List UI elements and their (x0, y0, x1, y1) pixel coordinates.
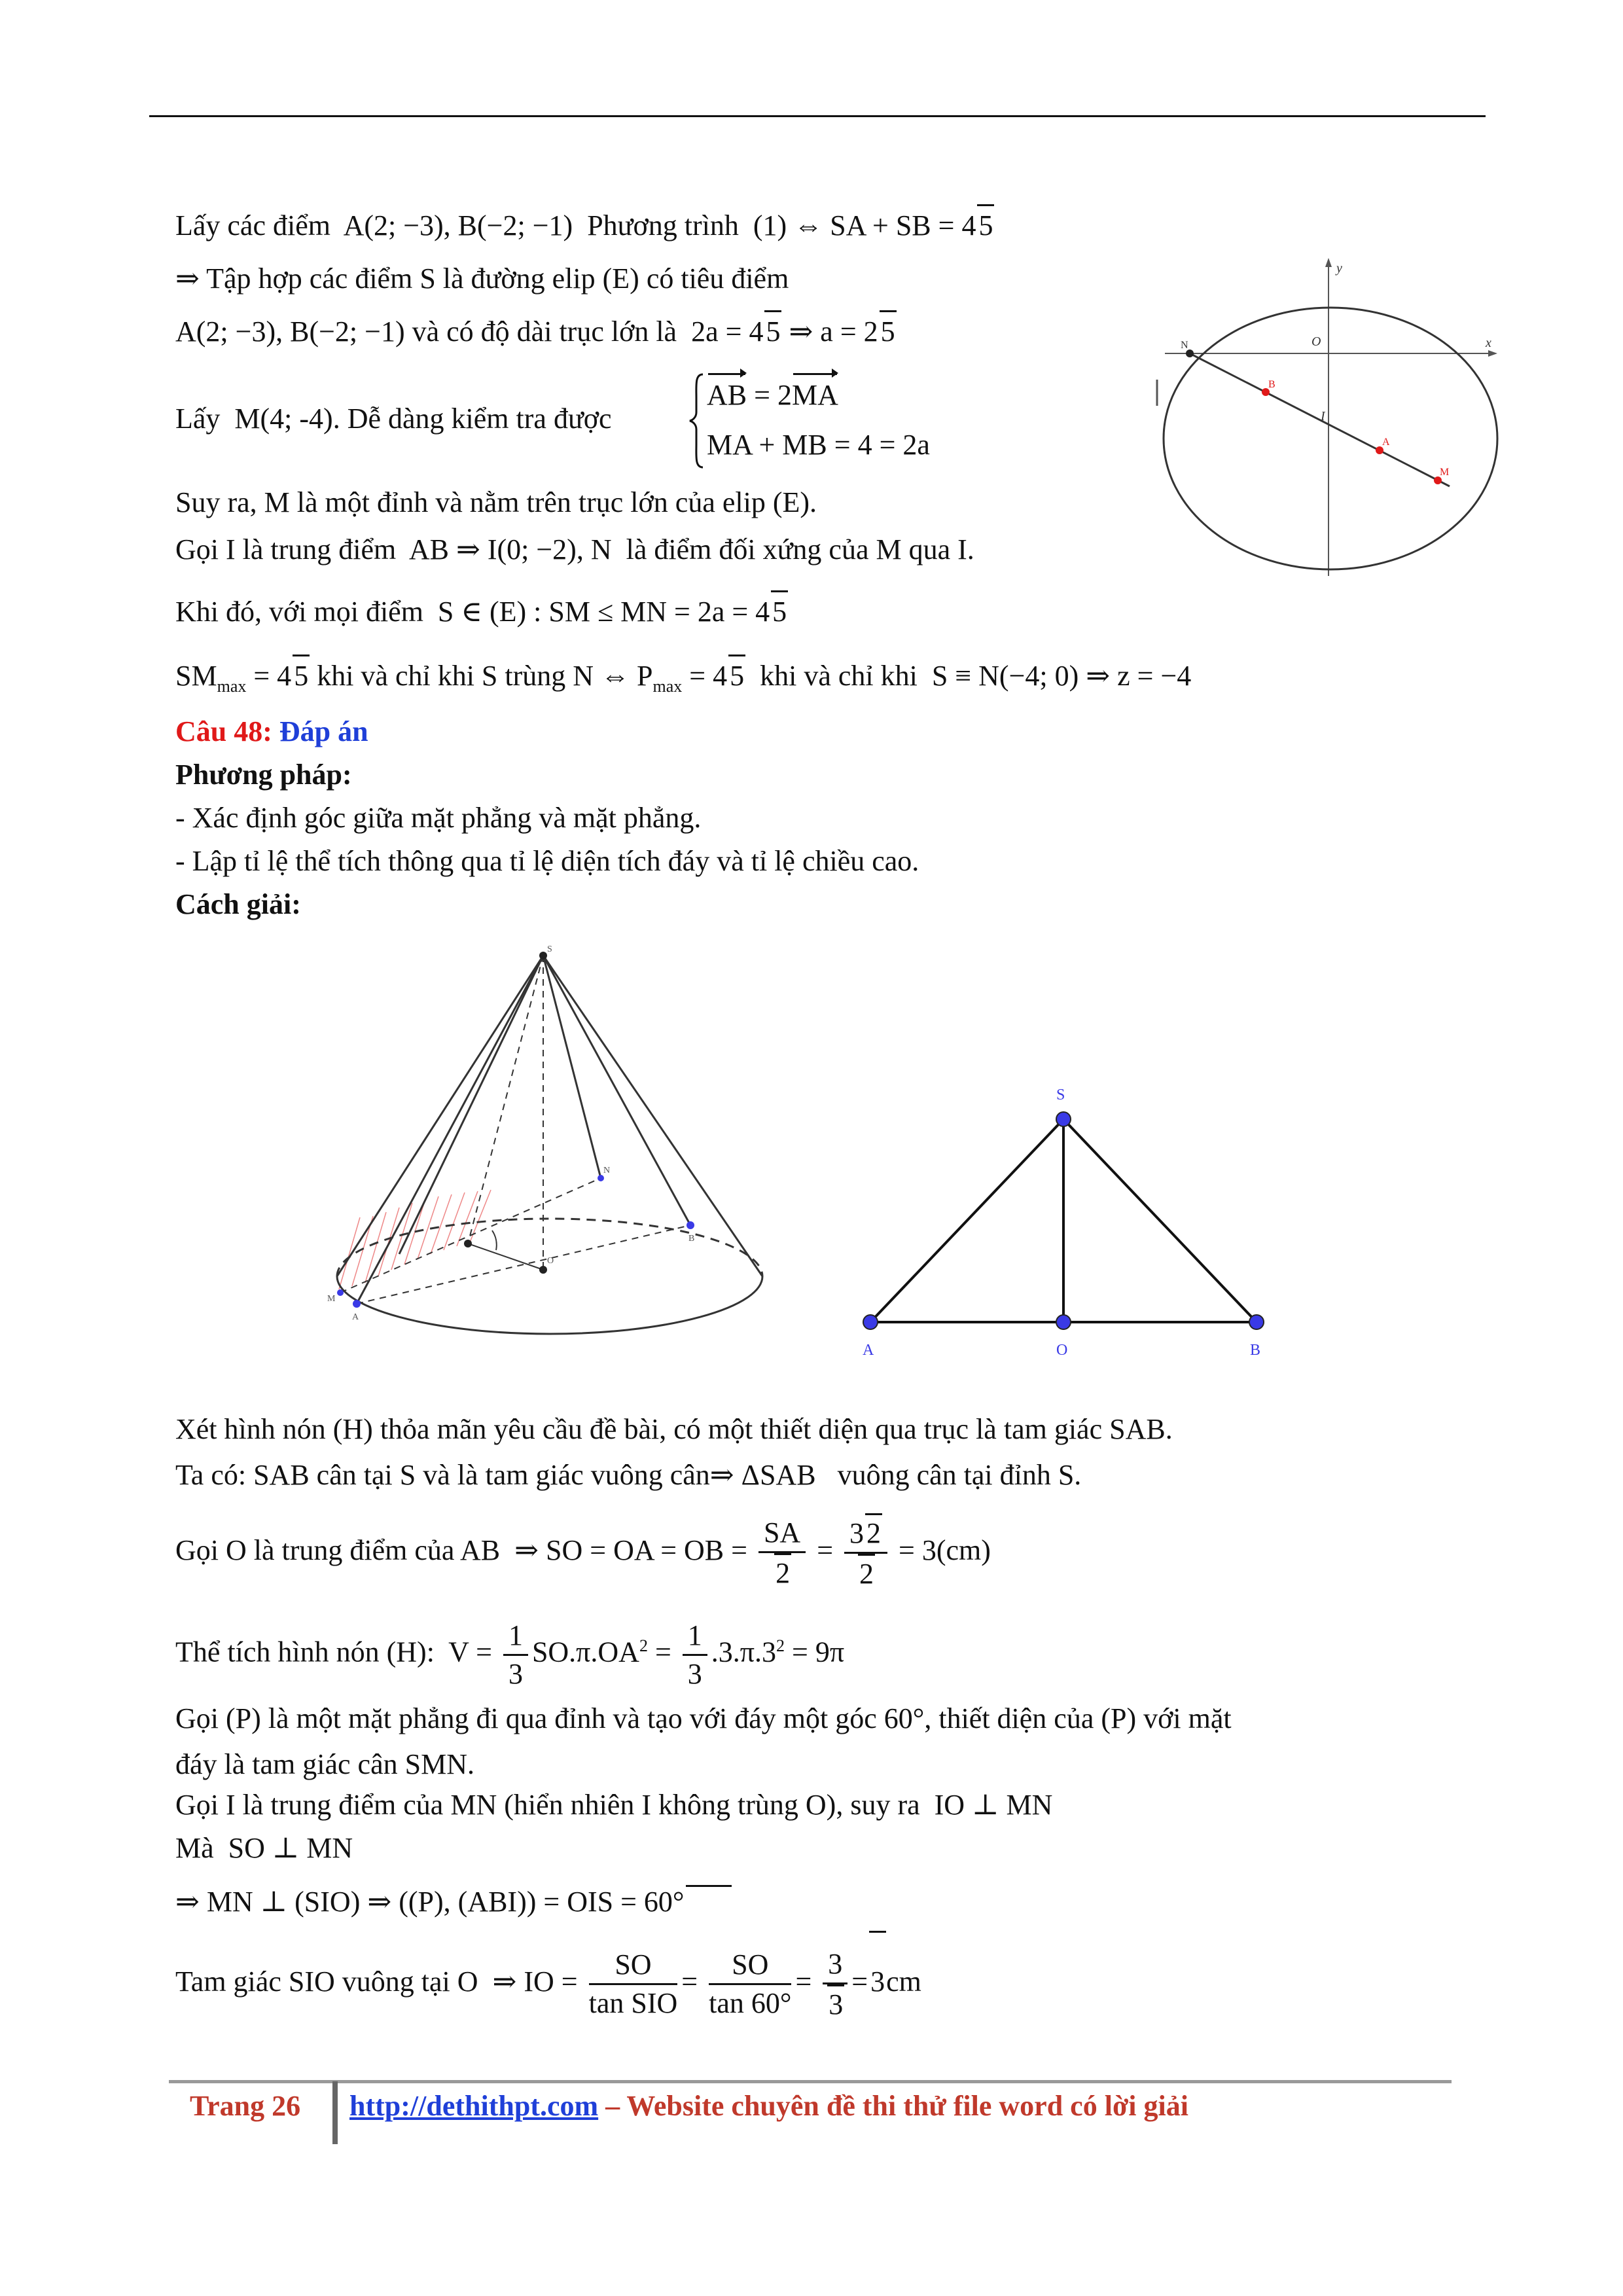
label-i: I (1321, 409, 1325, 423)
major-axis (1190, 353, 1450, 486)
sqrt (880, 310, 897, 351)
math: SO.π.OA (531, 1636, 639, 1668)
p2-line-8 (175, 1829, 353, 1868)
sqrt: 2 (774, 1553, 791, 1592)
text: Phương trình (587, 209, 739, 242)
label-s: S (547, 944, 552, 954)
math: SO ⊥ MN (228, 1832, 353, 1864)
text: Lấy (175, 403, 221, 435)
subscript: max (217, 676, 247, 696)
sqrt (771, 590, 788, 632)
header-rule (149, 115, 1486, 117)
side-sa (870, 1119, 1063, 1322)
ellipse-figure (1152, 249, 1518, 589)
system-brace (688, 372, 702, 467)
question-number: Câu 48: (175, 715, 272, 747)
numerator: 1 (683, 1617, 707, 1656)
answer-label: Đáp án (279, 715, 368, 747)
method-title: Phương pháp: (175, 759, 352, 791)
base-back (337, 1219, 762, 1276)
label-b: B (1268, 379, 1275, 390)
label-y: y (1336, 261, 1342, 276)
label-o: O (1056, 1342, 1068, 1359)
triangle-figure (838, 1073, 1296, 1361)
sqrt (728, 655, 745, 696)
brace-icon (688, 372, 708, 470)
sqrt: 3 (869, 1931, 886, 2031)
math: S ≡ N(−4; 0) ⇒ z = −4 (931, 660, 1192, 692)
sqrt-val: 5 (880, 315, 895, 348)
sqrt-val: 5 (766, 315, 781, 348)
p2-line-9: ⇒ MN ⊥ (SIO) ⇒ ((P), (ABI)) = OIS = 60° (175, 1886, 685, 1918)
point-b (1249, 1315, 1264, 1329)
sqrt-val: 5 (730, 660, 745, 692)
numerator: SO (709, 1946, 791, 1985)
numerator (844, 1513, 887, 1554)
sqrt-val: 5 (772, 596, 787, 628)
solution-title: Cách giải: (175, 888, 301, 920)
segment-io (468, 1244, 543, 1270)
p2-line-6: đáy là tam giác cân SMN. (175, 1748, 474, 1780)
method-2: - Lập tỉ lệ thể tích thông qua tỉ lệ diện tích đáy và tỉ lệ chiều cao. (175, 845, 919, 877)
math: ⇒ ΔSAB (709, 1459, 816, 1491)
sqrt: 3 (827, 1984, 844, 2023)
line-3 (175, 310, 897, 351)
math: S ∈ (E) : SM ≤ MN = 2a = 4 (437, 596, 770, 628)
line-6 (175, 530, 974, 569)
unit: cm (886, 1965, 921, 1998)
line-1 (175, 204, 994, 245)
numerator: SA (758, 1515, 806, 1553)
math: IO ⊥ MN (934, 1789, 1053, 1821)
footer-divider (332, 2081, 338, 2144)
text: và có độ dài trục lớn là (412, 315, 677, 348)
site-tagline: – Website chuyên đề thi thử file word có lời giải (605, 2090, 1188, 2122)
footer-rule (169, 2080, 1452, 2083)
p2-line-3: Gọi O là trung điểm của AB ⇒ SO = OA = OB = $\frac{SA}{2}$ = $\frac{32}{2}$ = 3(cm) (175, 1501, 991, 1600)
line-8 (175, 655, 1191, 706)
math: (1) ⇔ SA + SB = 4 (753, 209, 976, 242)
angle-arc (492, 1230, 497, 1250)
math: ⇒ a = 2 (789, 315, 878, 348)
label-a: A (352, 1312, 359, 1322)
math: AB ⇒ I(0; −2), N (408, 533, 612, 565)
edge-sn (543, 956, 601, 1178)
point-a (863, 1315, 878, 1329)
coef: 3 (849, 1517, 865, 1550)
sqrt (977, 204, 994, 245)
vector-ab: AB (707, 376, 747, 415)
label-s: S (1056, 1086, 1065, 1103)
line-2: ⇒ Tập hợp các điểm S là đường elip (E) có tiêu điểm (175, 262, 789, 295)
sqrt: 2 (865, 1513, 882, 1552)
y-arrow-icon (1325, 258, 1332, 267)
fraction (503, 1617, 528, 1693)
q48-heading (175, 712, 368, 751)
subscript: max (652, 676, 683, 696)
site-link[interactable]: http://dethithpt.com (349, 2090, 599, 2122)
line-7 (175, 590, 788, 632)
math: 2a = 4 (691, 315, 764, 348)
sqrt-val: 5 (978, 209, 993, 242)
superscript: 2 (776, 1636, 785, 1655)
math: = 9π (792, 1636, 845, 1668)
point-a (353, 1300, 361, 1308)
math: = 4 (246, 660, 292, 692)
denominator: 3 (508, 1658, 523, 1691)
numerator: 1 (503, 1617, 528, 1656)
p2-line-5: Gọi (P) là một mặt phẳng đi qua đỉnh và tạo với đáy một góc 60°, thiết diện của (P) với mặt (175, 1702, 1232, 1734)
label-b: B (688, 1234, 695, 1244)
vector-ma: MA (792, 376, 838, 415)
math: ⇔ P (601, 660, 653, 692)
edge-right (543, 956, 762, 1276)
p2-line-7 (175, 1785, 1052, 1825)
text: . Dễ dàng kiểm tra được (332, 403, 612, 435)
label-n: N (1181, 340, 1188, 351)
point-o (539, 1266, 547, 1274)
denominator: 3 (687, 1658, 702, 1691)
math: = 2 (747, 379, 792, 411)
ellipse-e (1164, 308, 1497, 569)
page-number: Trang 26 (190, 2090, 301, 2122)
system-eq-2: MA + MB = 4 = 2a (707, 429, 930, 461)
numerator: 3 (823, 1946, 847, 1984)
line-si (468, 956, 543, 1244)
footer-line (349, 2089, 1188, 2123)
point-o (1056, 1315, 1071, 1329)
text: Gọi I là trung điểm (175, 533, 397, 565)
point-m (337, 1289, 344, 1296)
math: V = (448, 1636, 492, 1668)
text: Lấy các điểm (175, 209, 330, 242)
cone-figure (321, 942, 766, 1361)
fraction (709, 1946, 791, 2022)
denominator: tan SIO (588, 1987, 678, 2020)
label-a: A (1382, 437, 1390, 448)
method-1: - Xác định góc giữa mặt phẳng và mặt phẳng. (175, 802, 702, 834)
text: Tam giác SIO vuông tại O (175, 1965, 478, 1998)
sqrt (293, 655, 310, 696)
denominator (758, 1553, 806, 1592)
line-5: Suy ra, M là một đỉnh và nằm trên trục lớn của elip (E). (175, 486, 817, 518)
point-i (464, 1240, 472, 1247)
text: Gọi O là trung điểm của AB (175, 1534, 501, 1566)
fraction (683, 1617, 707, 1693)
text: là điểm đối xứng của M qua I. (626, 533, 974, 565)
denominator (823, 1984, 847, 2023)
denominator: tan 60° (709, 1987, 792, 2020)
edge-sa (357, 956, 543, 1304)
sqrt (764, 310, 781, 351)
sqrt: 2 (858, 1554, 875, 1592)
text: Mà (175, 1832, 214, 1864)
p2-line-4 (175, 1597, 844, 1695)
p2-line-10: Tam giác SIO vuông tại O ⇒ IO = $\frac{SO}{\text{tan SIO}}$ = $\frac{SO}{\tan 60^\circ}$ = $\frac{3}{3}$ =3cm (175, 1931, 921, 2029)
math: ⇒ IO = (492, 1965, 578, 1998)
math: A(2; −3), B(−2; −1) (343, 209, 573, 242)
fraction (823, 1946, 847, 2023)
math: SM (175, 660, 217, 692)
label-a: A (863, 1342, 874, 1359)
point-n (597, 1175, 604, 1181)
math: = 4 (682, 660, 728, 692)
p2-line-1: Xét hình nón (H) thỏa mãn yêu cầu đề bài, có một thiết diện qua trục là tam giác SAB. (175, 1413, 1173, 1445)
system-eq-1 (707, 376, 838, 415)
denominator (844, 1554, 887, 1592)
point-s (539, 952, 547, 960)
label-b: B (1250, 1342, 1261, 1359)
x-arrow-icon (1488, 350, 1497, 357)
label-o: O (547, 1256, 554, 1266)
fraction (589, 1946, 678, 2022)
label-m: M (327, 1294, 336, 1304)
point-b (687, 1221, 694, 1229)
math: = 3(cm) (899, 1534, 991, 1566)
numerator: SO (589, 1946, 678, 1985)
text: Gọi I là trung điểm của MN (hiển nhiên I không trùng O), suy ra (175, 1789, 920, 1821)
sqrt-val: 5 (294, 660, 309, 692)
fraction (844, 1513, 887, 1592)
text: khi và chỉ khi S trùng N (317, 660, 594, 692)
text: Thể tích hình nón (H): (175, 1636, 435, 1668)
math: = (654, 1636, 671, 1668)
angle-hat (686, 1885, 732, 1890)
base-front (337, 1276, 762, 1334)
text: Khi đó, với mọi điểm (175, 596, 423, 628)
label-n: N (603, 1166, 611, 1175)
text: Ta có: SAB cân tại S và là tam giác vuông cân (175, 1459, 710, 1491)
label-m: M (1440, 467, 1450, 478)
math: = (851, 1965, 868, 1998)
edge-sb (543, 956, 690, 1225)
line-4 (175, 399, 612, 439)
math: A(2; −3), B(−2; −1) (175, 315, 405, 348)
math: M(4; -4) (234, 403, 333, 435)
point-s (1056, 1112, 1071, 1126)
label-o: O (1311, 334, 1321, 349)
label-x: x (1486, 336, 1491, 350)
superscript: 2 (639, 1636, 648, 1655)
math: ⇒ SO = OA = OB = (514, 1534, 747, 1566)
p2-line-2 (175, 1456, 1081, 1495)
math: .3.π.3 (711, 1636, 776, 1668)
fraction (758, 1515, 806, 1592)
text: vuông cân tại đỉnh S. (837, 1459, 1082, 1491)
hatched-sector (339, 1190, 491, 1289)
side-sb (1063, 1119, 1257, 1322)
text: khi và chỉ khi (760, 660, 918, 692)
